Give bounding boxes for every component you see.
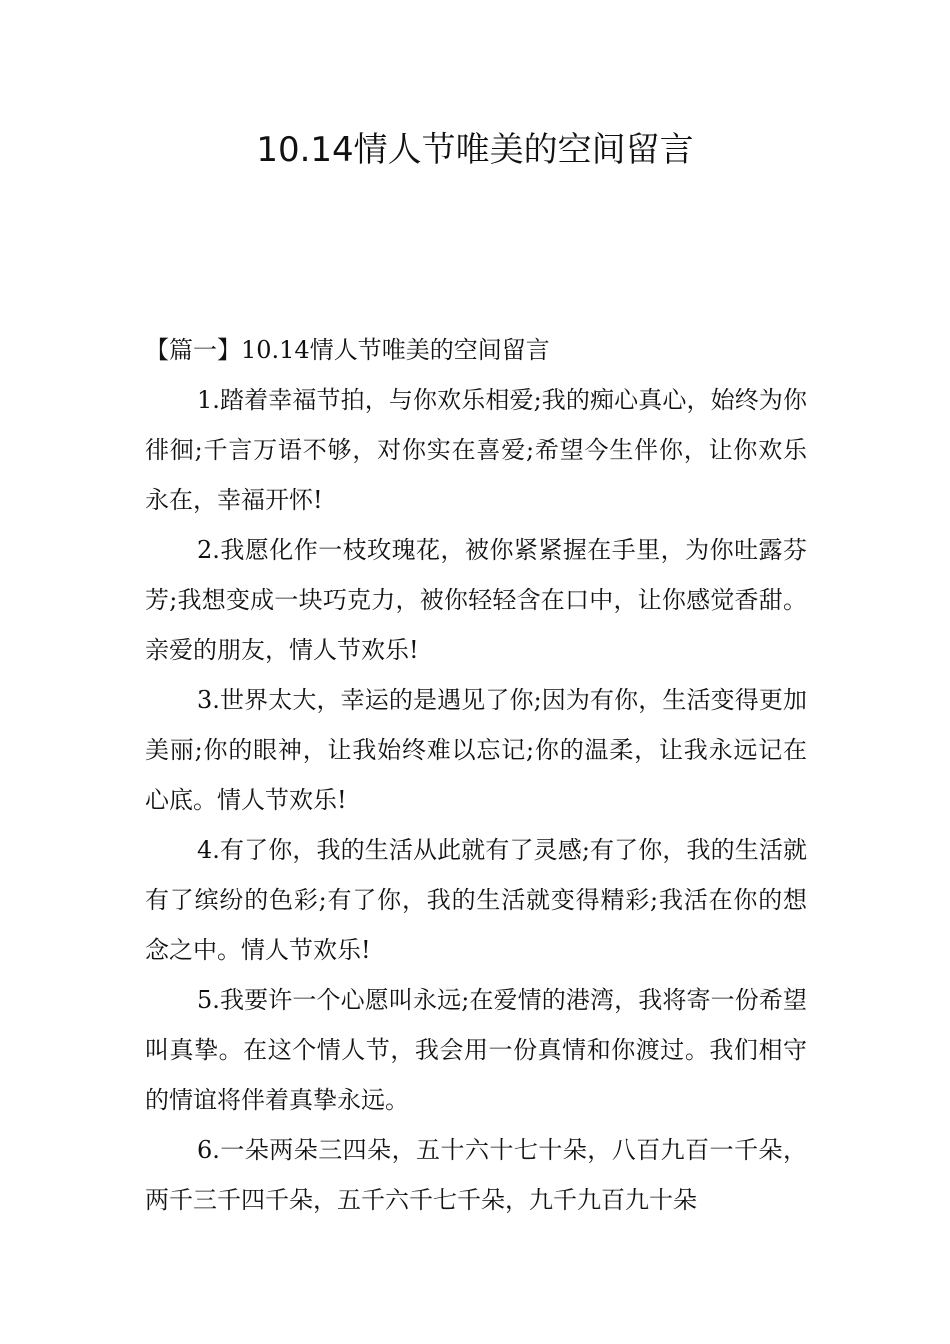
- paragraph-2: 2.我愿化作一枝玫瑰花，被你紧紧握在手里，为你吐露芬芳;我想变成一块巧克力，被你轻轻含在口中，让你感觉香甜。亲爱的朋友，情人节欢乐!: [145, 536, 807, 664]
- section-heading: 【篇一】10.14情人节唯美的空间留言: [145, 336, 550, 364]
- paragraph-4: 4.有了你，我的生活从此就有了灵感;有了你，我的生活就有了缤纷的色彩;有了你，我的生活就变得精彩;我活在你的想念之中。情人节欢乐!: [145, 836, 807, 964]
- paragraph-6: 6.一朵两朵三四朵，五十六十七十朵，八百九百一千朵，两千三千四千朵，五千六千七千朵，九千九百九十朵: [145, 1136, 807, 1214]
- paragraph-5: 5.我要许一个心愿叫永远;在爱情的港湾，我将寄一份希望叫真挚。在这个情人节，我会用一份真情和你渡过。我们相守的情谊将伴着真挚永远。: [145, 986, 807, 1114]
- paragraph-3: 3.世界太大，幸运的是遇见了你;因为有你，生活变得更加美丽;你的眼神，让我始终难以忘记;你的温柔，让我永远记在心底。情人节欢乐!: [145, 686, 807, 814]
- paragraph-1: 1.踏着幸福节拍，与你欢乐相爱;我的痴心真心，始终为你徘徊;千言万语不够，对你实在喜爱;希望今生伴你，让你欢乐永在，幸福开怀!: [145, 386, 807, 514]
- page-title: 10.14情人节唯美的空间留言: [256, 130, 694, 170]
- document-body: [145, 325, 807, 1225]
